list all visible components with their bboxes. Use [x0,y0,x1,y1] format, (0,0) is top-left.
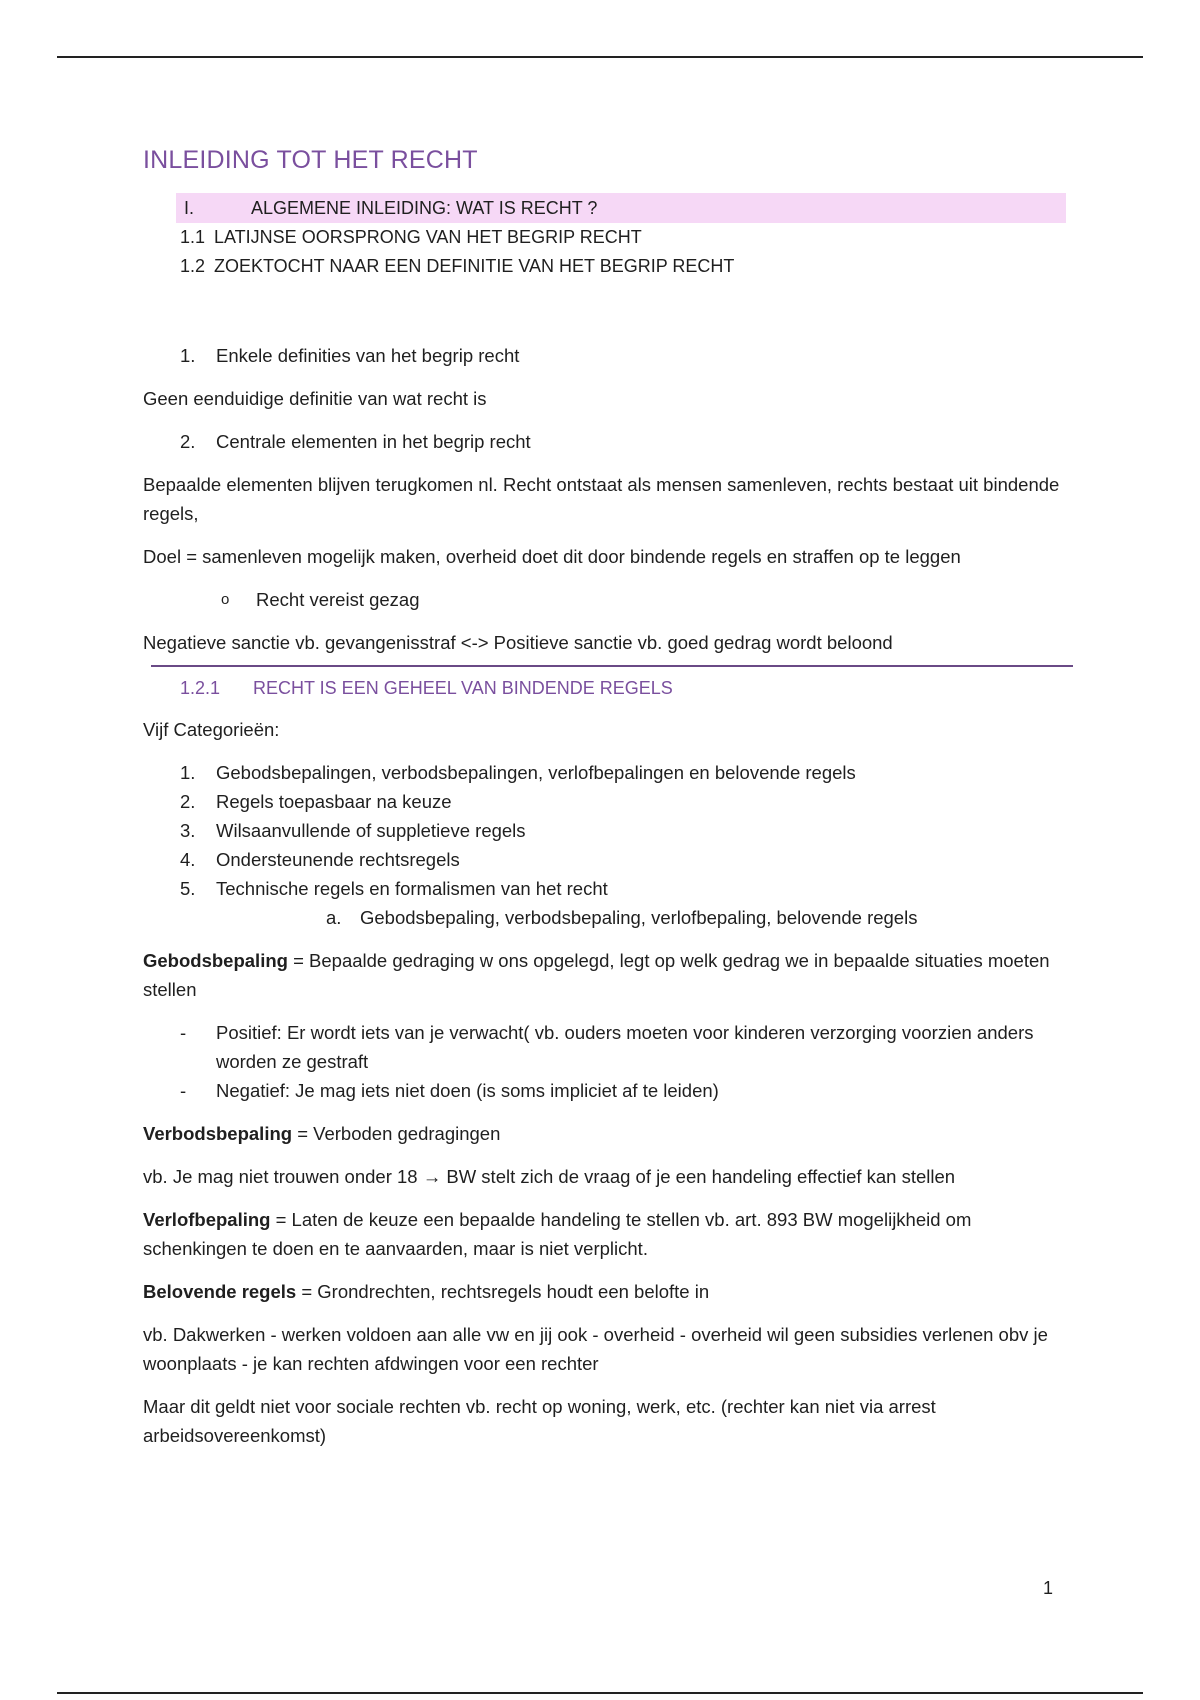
definition-paragraph [143,946,1073,1004]
document-page [143,140,1073,1464]
definition-term: Belovende regels [143,1281,297,1302]
paragraph: Maar dit geldt niet voor sociale rechten vb. recht op woning, werk, etc. (rechter kan niet via arrest arbeidsovereenkomst) [143,1396,936,1446]
footer-rule [57,1692,1143,1694]
paragraph: Geen eenduidige definitie van wat recht is [143,388,487,409]
toc-sub-number: 1.2 [180,256,206,276]
list-number: 1. [180,762,196,783]
paragraph: Negatieve sanctie vb. gevangenisstraf <-> Positieve sanctie vb. goed gedrag wordt beloond [143,632,893,653]
definition-paragraph [143,1277,1073,1306]
section-heading [180,675,1073,701]
section-rule [151,665,1073,667]
section-title: RECHT IS EEN GEHEEL VAN BINDENDE REGELS [253,678,673,698]
dash-item [143,1076,1073,1105]
list-number: 1. [180,345,196,366]
dash-mark: - [180,1022,187,1043]
list-text: Centrale elementen in het begrip recht [216,431,531,452]
sub-list-letter: a. [326,907,342,928]
paragraph: Vijf Categorieën: [143,719,280,740]
bullet-mark: o [221,591,230,608]
list-item [143,816,1073,845]
list-text: Enkele definities van het begrip recht [216,345,520,366]
definition-text: = Grondrechten, rechtsregels houdt een belofte in [296,1281,710,1302]
list-number: 5. [180,878,196,899]
toc-main-text: ALGEMENE INLEIDING: WAT IS RECHT ? [251,198,598,218]
definition-text: = Laten de keuze een bepaalde handeling te stellen vb. art. 893 BW mogelijkheid om schenkingen te doen en te aanvaarden, maar is niet verplicht. [143,1209,972,1259]
definition-term: Gebodsbepaling [143,950,288,971]
dash-text: Negatief: Je mag iets niet doen (is soms impliciet af te leiden) [216,1080,719,1101]
definition-text: = Verboden gedragingen [292,1123,501,1144]
list-text: Technische regels en formalismen van het recht [216,878,608,899]
paragraph: Bepaalde elementen blijven terugkomen nl. Recht ontstaat als mensen samenleven, rechts bestaat uit bindende regels, [143,474,1060,524]
definition-term: Verbodsbepaling [143,1123,293,1144]
list-text: Wilsaanvullende of suppletieve regels [216,820,526,841]
dash-text: Positief: Er wordt iets van je verwacht( vb. ouders moeten voor kinderen verzorging voorzien anders worden ze gestraft [216,1022,1034,1072]
definition-text: = Bepaalde gedraging w ons opgelegd, legt op welk gedrag we in bepaalde situaties moeten stellen [143,950,1050,1000]
bullet-text: Recht vereist gezag [256,589,420,610]
list-text: Ondersteunende rechtsregels [216,849,460,870]
page-number: 1 [1043,1578,1054,1598]
sub-list-item [143,903,1073,932]
toc-main-number: I. [184,198,195,218]
bullet-item [143,585,1073,614]
list-item [143,845,1073,874]
paragraph: Doel = samenleven mogelijk maken, overheid doet dit door bindende regels en straffen op te leggen [143,546,961,567]
definition-paragraph [143,1205,1073,1263]
list-number: 2. [180,791,196,812]
list-item [143,874,1073,903]
sub-list-text: Gebodsbepaling, verbodsbepaling, verlofbepaling, belovende regels [360,907,918,928]
list-text: Regels toepasbaar na keuze [216,791,452,812]
toc-subheading [180,223,1073,252]
toc-sub-text: ZOEKTOCHT NAAR EEN DEFINITIE VAN HET BEGRIP RECHT [214,256,735,276]
toc-sub-text: LATIJNSE OORSPRONG VAN HET BEGRIP RECHT [214,227,642,247]
paragraph: vb. Je mag niet trouwen onder 18 → BW stelt zich de vraag of je een handeling effectief kan stellen [143,1166,956,1187]
toc-main-heading [176,193,1066,223]
list-text: Gebodsbepalingen, verbodsbepalingen, verlofbepalingen en belovende regels [216,762,856,783]
section-number: 1.2.1 [180,678,221,698]
list-item [143,427,1073,456]
document-title: INLEIDING TOT HET RECHT [143,146,478,174]
header-rule [57,56,1143,58]
list-item [143,341,1073,370]
toc-sub-number: 1.1 [180,227,206,247]
list-number: 2. [180,431,196,452]
list-item [143,758,1073,787]
list-number: 4. [180,849,196,870]
dash-item [143,1018,1073,1076]
definition-term: Verlofbepaling [143,1209,271,1230]
definition-paragraph [143,1119,1073,1148]
paragraph: vb. Dakwerken - werken voldoen aan alle vw en jij ook - overheid - overheid wil geen subsidies verlenen obv je woonplaats - je kan rechten afdwingen voor een rechter [143,1324,1048,1374]
list-item [143,787,1073,816]
dash-mark: - [180,1080,187,1101]
toc-subheading [180,252,1073,281]
list-number: 3. [180,820,196,841]
